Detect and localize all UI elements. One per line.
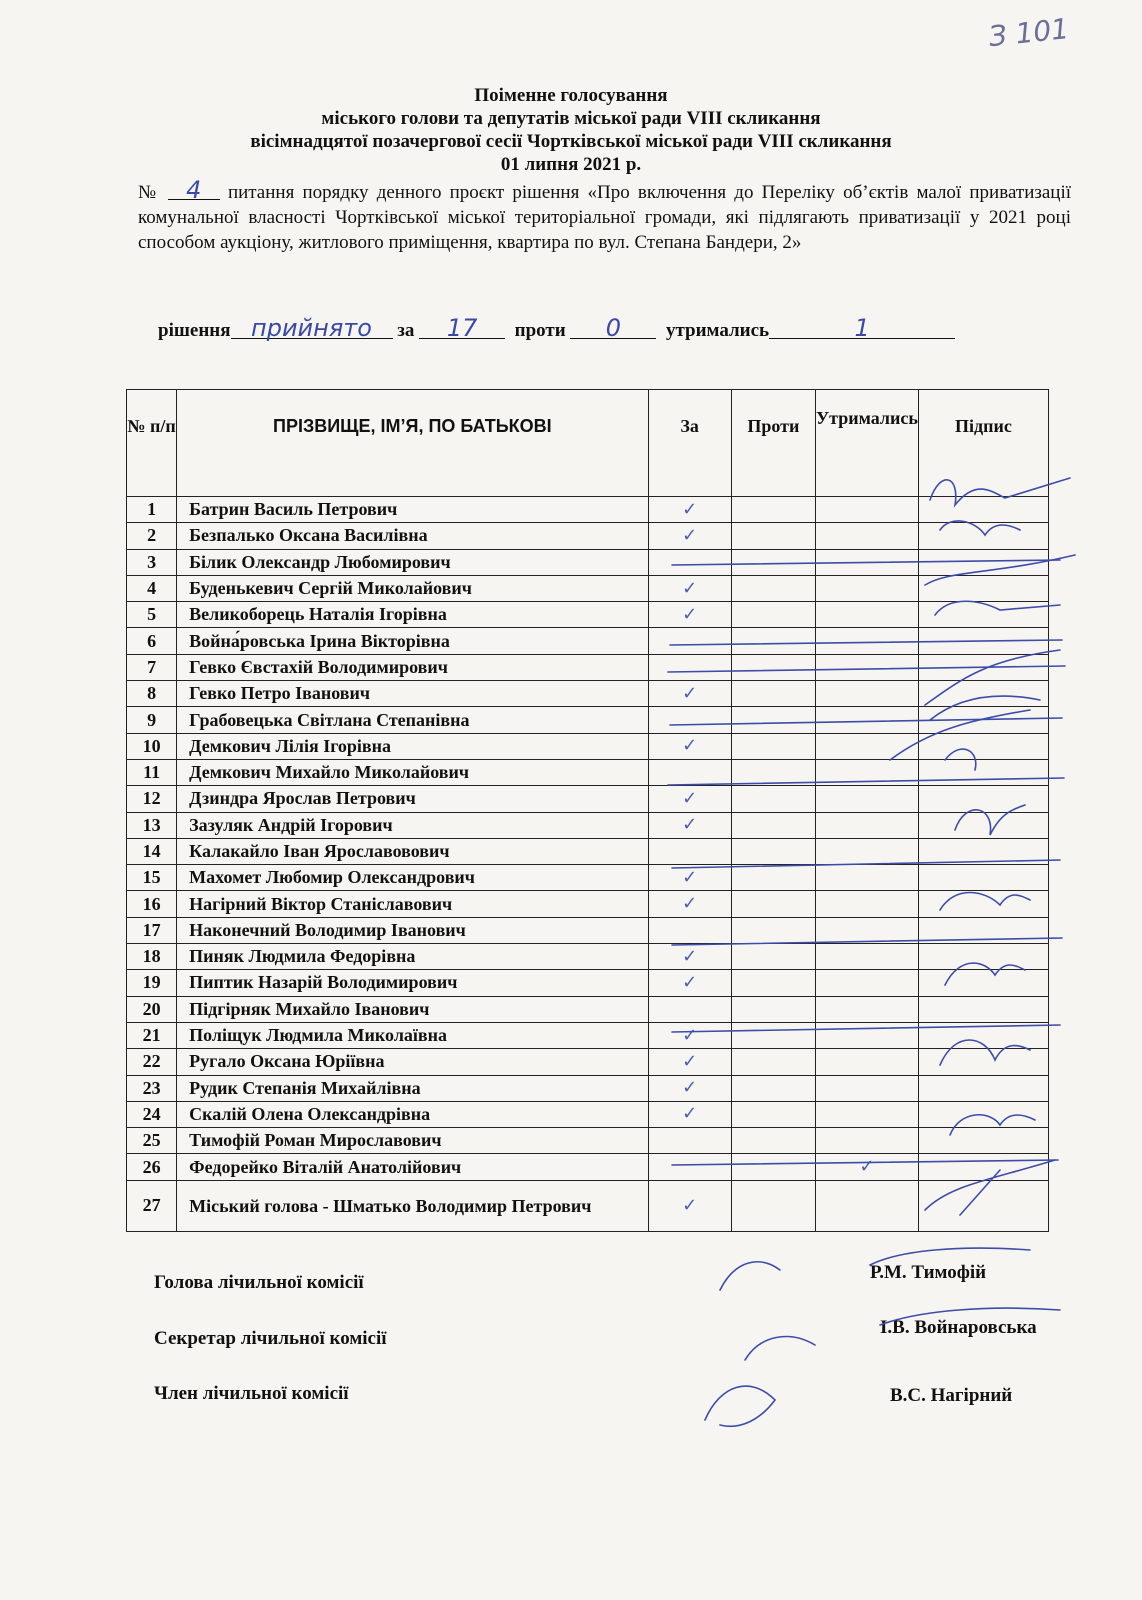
table-row	[127, 996, 1049, 1022]
signature-cell	[918, 996, 1048, 1022]
row-number: 15	[127, 865, 177, 891]
decision-value: прийнято	[231, 318, 393, 339]
title-line-1: Поіменне голосування	[474, 85, 668, 106]
vote-against-cell	[731, 681, 815, 707]
vote-against-cell	[731, 1128, 815, 1154]
vote-for-cell	[648, 917, 731, 943]
row-number: 1	[127, 497, 177, 523]
signature-cell	[918, 759, 1048, 785]
row-number: 22	[127, 1049, 177, 1075]
table-header-row	[127, 390, 1049, 497]
row-number: 17	[127, 917, 177, 943]
agenda-question	[138, 176, 1072, 255]
vote-for-cell: ✓	[648, 1180, 731, 1231]
vote-abstained-cell	[815, 575, 918, 601]
signature-cell	[918, 1154, 1048, 1180]
member-name: Буденькевич Сергій Миколайович	[177, 575, 648, 601]
table-row	[127, 681, 1049, 707]
row-number: 16	[127, 891, 177, 917]
vote-for-cell	[648, 1154, 731, 1180]
vote-abstained-cell	[815, 628, 918, 654]
question-number: 4	[168, 181, 220, 200]
member-name: Федорейко Віталій Анатолійович	[177, 1154, 648, 1180]
table-row	[127, 707, 1049, 733]
vote-for-cell	[648, 707, 731, 733]
header-against: Проти	[731, 390, 815, 497]
table-row	[127, 786, 1049, 812]
vote-result	[158, 314, 1058, 342]
vote-against-cell	[731, 812, 815, 838]
abstained-value: 1	[769, 318, 955, 339]
vote-against-cell	[731, 917, 815, 943]
row-number: 7	[127, 654, 177, 680]
secretary-name: І.В. Войнаровська	[880, 1317, 1037, 1338]
signature-cell	[918, 1022, 1048, 1048]
vote-against-cell	[731, 891, 815, 917]
row-number: 23	[127, 1075, 177, 1101]
table-row	[127, 628, 1049, 654]
header-num: № п/п	[127, 390, 177, 497]
vote-against-cell	[731, 1101, 815, 1127]
vote-against-cell	[731, 602, 815, 628]
vote-for-cell	[648, 838, 731, 864]
chair-name: Р.М. Тимофій	[870, 1262, 987, 1283]
row-number: 26	[127, 1154, 177, 1180]
member-name: Великоборець Наталія Ігорівна	[177, 602, 648, 628]
vote-against-cell	[731, 1075, 815, 1101]
table-row	[127, 733, 1049, 759]
row-number: 4	[127, 575, 177, 601]
signature-cell	[918, 602, 1048, 628]
member-name: Демкович Лілія Ігорівна	[177, 733, 648, 759]
vote-for-cell	[648, 1128, 731, 1154]
vote-abstained-cell	[815, 1128, 918, 1154]
row-number: 27	[127, 1180, 177, 1231]
table-row	[127, 1180, 1049, 1231]
vote-abstained-cell	[815, 1049, 918, 1075]
table-row	[127, 865, 1049, 891]
signature-cell	[918, 1180, 1048, 1231]
member-name: Міський голова - Шматько Володимир Петрович	[177, 1180, 648, 1231]
table-row	[127, 1154, 1049, 1180]
vote-for-cell: ✓	[648, 733, 731, 759]
member-name: Ругало Оксана Юріївна	[177, 1049, 648, 1075]
row-number: 12	[127, 786, 177, 812]
secretary-label: Секретар лічильної комісії	[154, 1328, 387, 1349]
for-label: за	[397, 320, 415, 341]
table-row	[127, 602, 1049, 628]
table-row	[127, 549, 1049, 575]
member-name: Нагірний Віктор Станіславович	[177, 891, 648, 917]
table-row	[127, 917, 1049, 943]
member-name: Махомет Любомир Олександрович	[177, 865, 648, 891]
table-row	[127, 838, 1049, 864]
vote-abstained-cell	[815, 549, 918, 575]
table-row	[127, 891, 1049, 917]
signature-cell	[918, 654, 1048, 680]
vote-abstained-cell	[815, 733, 918, 759]
member-name: Батрин Василь Петрович	[177, 497, 648, 523]
member-name: Гевко Євстахій Володимирович	[177, 654, 648, 680]
vote-against-cell	[731, 759, 815, 785]
decision-label: рішення	[158, 320, 231, 341]
vote-abstained-cell	[815, 865, 918, 891]
vote-for-cell: ✓	[648, 681, 731, 707]
table-row	[127, 1075, 1049, 1101]
member-name: Калакайло Іван Ярославовович	[177, 838, 648, 864]
vote-against-cell	[731, 707, 815, 733]
abstained-label: утримались	[665, 320, 770, 341]
vote-abstained-cell	[815, 497, 918, 523]
against-label: проти	[514, 320, 566, 341]
vote-abstained-cell	[815, 681, 918, 707]
signature-cell	[918, 944, 1048, 970]
member-name: Грабовецька Світлана Степанівна	[177, 707, 648, 733]
signature-cell	[918, 891, 1048, 917]
header-abstained: Утримались	[815, 390, 918, 497]
vote-abstained-cell	[815, 654, 918, 680]
row-number: 9	[127, 707, 177, 733]
vote-against-cell	[731, 654, 815, 680]
row-number: 18	[127, 944, 177, 970]
vote-for-cell	[648, 654, 731, 680]
vote-abstained-cell	[815, 759, 918, 785]
table-row	[127, 1128, 1049, 1154]
vote-for-cell: ✓	[648, 523, 731, 549]
vote-for-cell: ✓	[648, 1022, 731, 1048]
member-name: Пиптик Назарій Володимирович	[177, 970, 648, 996]
handwritten-corner-note: З 101	[987, 12, 1071, 54]
member-name: Скалій Олена Олександрівна	[177, 1101, 648, 1127]
vote-abstained-cell	[815, 523, 918, 549]
vote-against-cell	[731, 523, 815, 549]
vote-for-cell: ✓	[648, 575, 731, 601]
row-number: 8	[127, 681, 177, 707]
question-number-prefix: №	[138, 182, 160, 203]
vote-against-cell	[731, 1022, 815, 1048]
signature-cell	[918, 1101, 1048, 1127]
row-number: 2	[127, 523, 177, 549]
member-name: Тимофій Роман Мирославович	[177, 1128, 648, 1154]
vote-for-cell: ✓	[648, 786, 731, 812]
vote-abstained-cell	[815, 917, 918, 943]
vote-for-cell	[648, 759, 731, 785]
member-name: Война́ровська Ірина Вікторівна	[177, 628, 648, 654]
signature-cell	[918, 707, 1048, 733]
vote-for-cell: ✓	[648, 1049, 731, 1075]
signature-cell	[918, 812, 1048, 838]
member-name: Гевко Петро Іванович	[177, 681, 648, 707]
vote-for-cell: ✓	[648, 1075, 731, 1101]
vote-against-cell	[731, 865, 815, 891]
row-number: 20	[127, 996, 177, 1022]
question-text: питання порядку денного проєкт рішення «Про включення до Переліку об’єктів малої приватизації комунальної власності Чортківської міської територіальної громади, які підлягають приватизації у 2021 році способом аукціону, житлового приміщення, квартира по вул. Степана Бандери, 2»	[138, 182, 1072, 253]
row-number: 6	[127, 628, 177, 654]
member-name: Безпалько Оксана Василівна	[177, 523, 648, 549]
signature-cell	[918, 523, 1048, 549]
member-name: Зазуляк Андрій Ігорович	[177, 812, 648, 838]
row-number: 21	[127, 1022, 177, 1048]
row-number: 11	[127, 759, 177, 785]
vote-for-cell: ✓	[648, 602, 731, 628]
signature-cell	[918, 786, 1048, 812]
vote-abstained-cell	[815, 838, 918, 864]
table-row	[127, 654, 1049, 680]
vote-abstained-cell	[815, 602, 918, 628]
vote-against-cell	[731, 1180, 815, 1231]
for-value: 17	[419, 318, 505, 339]
signature-cell	[918, 733, 1048, 759]
vote-abstained-cell	[815, 786, 918, 812]
vote-against-cell	[731, 733, 815, 759]
vote-abstained-cell	[815, 1180, 918, 1231]
row-number: 3	[127, 549, 177, 575]
signature-cell	[918, 970, 1048, 996]
table-row	[127, 812, 1049, 838]
vote-against-cell	[731, 944, 815, 970]
header-signature: Підпис	[918, 390, 1048, 497]
vote-abstained-cell	[815, 996, 918, 1022]
vote-for-cell: ✓	[648, 812, 731, 838]
vote-abstained-cell	[815, 1022, 918, 1048]
header-for: За	[648, 390, 731, 497]
signature-member	[705, 1386, 775, 1426]
document-title	[0, 84, 1142, 176]
row-number: 5	[127, 602, 177, 628]
vote-against-cell	[731, 497, 815, 523]
signature-cell	[918, 1049, 1048, 1075]
table-row	[127, 523, 1049, 549]
vote-against-cell	[731, 838, 815, 864]
against-value: 0	[570, 318, 656, 339]
row-number: 13	[127, 812, 177, 838]
chair-label: Голова лічильної комісії	[154, 1272, 364, 1293]
table-row	[127, 944, 1049, 970]
vote-for-cell: ✓	[648, 970, 731, 996]
title-line-4: 01 липня 2021 р.	[500, 154, 642, 175]
row-number: 25	[127, 1128, 177, 1154]
vote-abstained-cell	[815, 1075, 918, 1101]
signature-cell	[918, 865, 1048, 891]
table-row	[127, 759, 1049, 785]
member-name: Рудик Степанія Михайлівна	[177, 1075, 648, 1101]
member-label: Член лічильної комісії	[154, 1383, 349, 1404]
vote-for-cell: ✓	[648, 1101, 731, 1127]
vote-for-cell: ✓	[648, 497, 731, 523]
signature-cell	[918, 575, 1048, 601]
signature-cell	[918, 549, 1048, 575]
vote-against-cell	[731, 970, 815, 996]
table-row	[127, 1049, 1049, 1075]
vote-against-cell	[731, 628, 815, 654]
vote-for-cell: ✓	[648, 891, 731, 917]
member-name: Білик Олександр Любомирович	[177, 549, 648, 575]
vote-against-cell	[731, 1049, 815, 1075]
table-row	[127, 970, 1049, 996]
member-name: В.С. Нагірний	[890, 1385, 1013, 1406]
vote-abstained-cell	[815, 891, 918, 917]
header-name: ПРІЗВИЩЕ, ІМ’Я, ПО БАТЬКОВІ	[177, 390, 648, 497]
signature-cell	[918, 838, 1048, 864]
table-row	[127, 1101, 1049, 1127]
vote-abstained-cell	[815, 970, 918, 996]
row-number: 10	[127, 733, 177, 759]
table-row	[127, 575, 1049, 601]
vote-abstained-cell	[815, 707, 918, 733]
member-name: Наконечний Володимир Іванович	[177, 917, 648, 943]
roll-call-table	[126, 389, 1049, 1232]
signature-cell	[918, 917, 1048, 943]
table-row	[127, 497, 1049, 523]
vote-against-cell	[731, 575, 815, 601]
title-line-2: міського голови та депутатів міської ради VIII скликання	[321, 108, 821, 129]
vote-abstained-cell: ✓	[815, 1154, 918, 1180]
vote-abstained-cell	[815, 812, 918, 838]
vote-against-cell	[731, 1154, 815, 1180]
signature-cell	[918, 1075, 1048, 1101]
title-line-3: вісімнадцятої позачергової сесії Чортківської міської ради VIII скликання	[250, 131, 892, 152]
signature-cell	[918, 497, 1048, 523]
row-number: 14	[127, 838, 177, 864]
signature-cell	[918, 1128, 1048, 1154]
table-row	[127, 1022, 1049, 1048]
vote-against-cell	[731, 996, 815, 1022]
vote-against-cell	[731, 549, 815, 575]
vote-for-cell	[648, 628, 731, 654]
row-number: 19	[127, 970, 177, 996]
member-name: Дзиндра Ярослав Петрович	[177, 786, 648, 812]
signature-cell	[918, 628, 1048, 654]
member-name: Поліщук Людмила Миколаївна	[177, 1022, 648, 1048]
member-name: Демкович Михайло Миколайович	[177, 759, 648, 785]
row-number: 24	[127, 1101, 177, 1127]
signature-cell	[918, 681, 1048, 707]
vote-abstained-cell	[815, 944, 918, 970]
member-name: Пиняк Людмила Федорівна	[177, 944, 648, 970]
vote-abstained-cell	[815, 1101, 918, 1127]
vote-for-cell: ✓	[648, 944, 731, 970]
vote-for-cell	[648, 996, 731, 1022]
member-name: Підгірняк Михайло Іванович	[177, 996, 648, 1022]
vote-for-cell	[648, 549, 731, 575]
vote-for-cell: ✓	[648, 865, 731, 891]
vote-against-cell	[731, 786, 815, 812]
